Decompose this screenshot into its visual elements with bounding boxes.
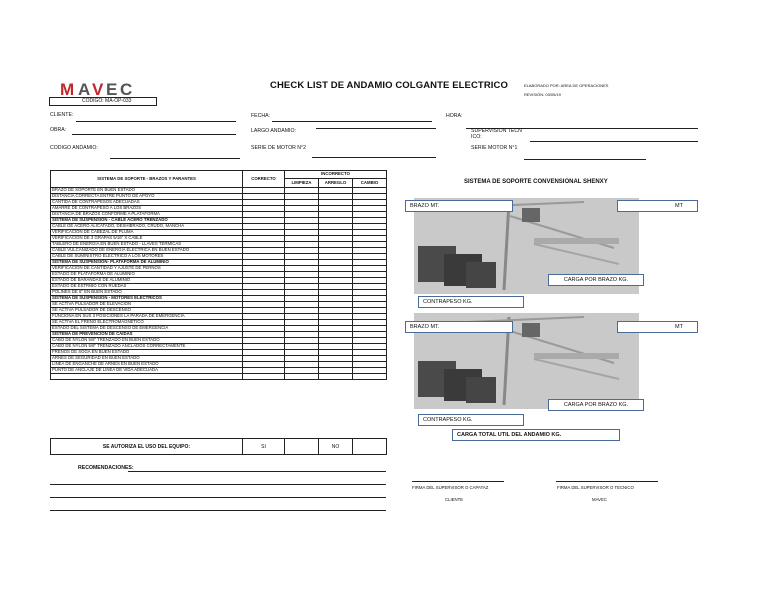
cliente-field[interactable] xyxy=(76,121,236,122)
obra-field[interactable] xyxy=(72,134,236,135)
checklist-item: CABLE DE ACERO ALICATADO, DESHIBRADO, CRUDO, MANCHA xyxy=(51,224,243,230)
col-cambio-header: CAMBIO xyxy=(353,179,387,188)
signature-mavec-sub: MAVEC xyxy=(592,497,607,502)
checklist-item: ESTADO DE BARANDAS DE ALUMINIO xyxy=(51,278,243,284)
section-header: SISTEMA DE SUSPENSION - MOTORES ELECTRICOS xyxy=(51,296,243,302)
signature-line-mavec[interactable] xyxy=(556,481,658,482)
signature-client-sub: CLIENTE xyxy=(445,497,464,502)
authorization-question: SE AUTORIZA EL USO DEL EQUIPO: xyxy=(51,439,243,455)
checklist-item: PUNTO DE ANCLAJE DE LINEA DE VIDA ADECUADA xyxy=(51,368,243,374)
recommendations-line-2[interactable] xyxy=(50,484,386,485)
checklist-item: VERIFICACION DE 3 GRAPAS 5/16" X CABLE xyxy=(51,236,243,242)
codigo-label: CODIGO ANDAMIO: xyxy=(50,145,98,151)
serie1-label: SERIE MOTOR N°1 xyxy=(471,145,518,151)
checklist-table xyxy=(50,170,387,380)
section-header: SISTEMA DE PREVENCION DE CAIDAS xyxy=(51,332,243,338)
carga-por-brazo-field-1[interactable]: CARGA POR BRAZO KG. xyxy=(548,274,644,286)
checklist-item: CABLE DE SUMINISTRO ELECTRICO A LOS MOTORES xyxy=(51,254,243,260)
serie1-field[interactable] xyxy=(524,159,646,160)
checklist-item: TABLERO DE ENERGIA EN BUEN ESTADO - LLAVES TERMICAS xyxy=(51,242,243,248)
checklist-item: ESTADO DE PLATAFORMA DE ALUMINIO xyxy=(51,272,243,278)
brazo-mt-field-2[interactable]: BRAZO MT. xyxy=(405,321,513,333)
fecha-label: FECHA: xyxy=(251,113,271,119)
checklist-item: CABLE VULCANIZADO DE ENERGIA ELECTRICA EN BUEN ESTADO xyxy=(51,248,243,254)
svg-text:V: V xyxy=(92,80,105,98)
recommendations-label: RECOMENDACIONES: xyxy=(78,465,134,471)
contrapeso-field-2[interactable]: CONTRAPESO KG. xyxy=(418,414,524,426)
largo-label: LARGO ANDAMIO: xyxy=(251,128,296,134)
supervisor-field[interactable] xyxy=(530,141,698,142)
checklist-item: FRENOS DE SOGA EN BUEN ESTADO xyxy=(51,350,243,356)
checklist-item: BRAZO DE SOPORTE EN BUEN ESTADO xyxy=(51,188,243,194)
authorization-yes[interactable]: SI xyxy=(243,439,285,455)
checklist-item: POLINES DE 6" EN BUEN ESTADO xyxy=(51,290,243,296)
checklist-item: CABO DE NYLON 5/8" TRENZADO EN BUEN ESTADO xyxy=(51,338,243,344)
checklist-item: CABO DE NYLON 5/8" TRENZADO ANCLADOS CORRECTAMENTE xyxy=(51,344,243,350)
checklist-item: CANTIDA DE CONTRAPESOS ADECUADAS xyxy=(51,200,243,206)
checklist-item: VERIFICACION DE CABEZAL DE PLUMA xyxy=(51,230,243,236)
support-system-title: SISTEMA DE SOPORTE CONVENSIONAL SHENXY xyxy=(464,179,608,185)
carga-por-brazo-field-2[interactable]: CARGA POR BRAZO KG. xyxy=(548,399,644,411)
checklist-item: SE ACTIVA EL FRENO ELECTROMAGNETICO xyxy=(51,320,243,326)
col-system-header: SISTEMA DE SOPORTE - BRAZOS Y PARANTES xyxy=(51,171,243,188)
checklist-item: SE ACTIVA PULSADOR DE DESCENSO xyxy=(51,308,243,314)
col-correcto-header: CORRECTO xyxy=(243,171,285,188)
authorization-table xyxy=(50,438,387,455)
supervisor-label: SUPERVISION TECN ICO: xyxy=(471,128,522,140)
mt-field-2[interactable]: MT xyxy=(617,321,698,333)
check-cell-limpieza[interactable] xyxy=(285,374,319,380)
elaborated-by: ELABORADO POR: AREA DE OPERACIONES xyxy=(524,83,609,88)
section-header: SISTEMA DE SUSPENSION - CABLE ACERO TRENZADO xyxy=(51,218,243,224)
checklist-item: VERIFICACION DE CANTIDAD Y AJUSTE DE PERNOS xyxy=(51,266,243,272)
col-limpieza-header: LIMPIEZA xyxy=(285,179,319,188)
col-arreglo-header: ARREGLO xyxy=(319,179,353,188)
authorization-no[interactable]: NO xyxy=(319,439,353,455)
carga-total-field[interactable]: CARGA TOTAL UTIL DEL ANDAMIO KG. xyxy=(452,429,620,441)
checklist-item: FUNCIONA EN SUS 3 POSICIONES LA PARADA DE EMERGENCIA xyxy=(51,314,243,320)
check-cell-correcto[interactable] xyxy=(243,374,285,380)
checklist-item: DISTANCIA DE BRAZOS CONFORME A PLATAFORMA xyxy=(51,212,243,218)
section-header: SISTEMA DE SUSPENSION- PLATAFORMA DE ALUMINIO xyxy=(51,260,243,266)
checklist-item: ESTADO DE ESTRIBO CON RUEDAS xyxy=(51,284,243,290)
checklist-item xyxy=(51,374,243,380)
svg-text:C: C xyxy=(120,80,134,98)
signature-line-client[interactable] xyxy=(412,481,504,482)
svg-text:E: E xyxy=(106,80,119,98)
col-incorrecto-header: INCORRECTO xyxy=(285,171,387,179)
checklist-item: SE ACTIVA PULSADOR DE ELEVACION xyxy=(51,302,243,308)
svg-text:A: A xyxy=(78,80,92,98)
largo-field[interactable] xyxy=(316,128,436,129)
checklist-item: DISTANCIA CORRECTA ENTRE PUNTO DE APOYO xyxy=(51,194,243,200)
revision-date: REVISIÓN: 03/05/19 xyxy=(524,92,561,97)
serie2-field[interactable] xyxy=(312,157,436,158)
codigo-field[interactable] xyxy=(110,158,240,159)
obra-label: OBRA: xyxy=(50,127,67,133)
authorization-no-box[interactable] xyxy=(353,439,387,455)
checklist-item: ESTADO DEL SISTEMA DE DESCENSO DE EMERGENCIA xyxy=(51,326,243,332)
document-title: CHECK LIST DE ANDAMIO COLGANTE ELECTRICO xyxy=(270,80,508,91)
check-cell-arreglo[interactable] xyxy=(319,374,353,380)
recommendations-line-3[interactable] xyxy=(50,497,386,498)
authorization-yes-box[interactable] xyxy=(285,439,319,455)
check-cell-cambio[interactable] xyxy=(353,374,387,380)
checklist-item: LINEA DE ENGANCHE DE ARNES EN BUEN ESTADO xyxy=(51,362,243,368)
cliente-label: CLIENTE: xyxy=(50,112,74,118)
fecha-field[interactable] xyxy=(272,121,432,122)
checklist-item: ARNES DE SEGURIDAD EN BUEN ESTADO xyxy=(51,356,243,362)
svg-text:M: M xyxy=(60,80,76,98)
table-row xyxy=(51,374,387,380)
brazo-mt-field-1[interactable]: BRAZO MT. xyxy=(405,200,513,212)
recommendations-line-4[interactable] xyxy=(50,510,386,511)
checklist-item: AMARRE DE CONTRAPESO A LOS BRAZOS xyxy=(51,206,243,212)
signature-client-title: FIRMA DEL SUPERVISOR O CAPATAZ xyxy=(412,485,489,490)
recommendations-line-1[interactable] xyxy=(128,471,386,472)
contrapeso-field-1[interactable]: CONTRAPESO KG. xyxy=(418,296,524,308)
hora-label: HORA: xyxy=(446,113,463,119)
mt-field-1[interactable]: MT xyxy=(617,200,698,212)
serie2-label: SERIE DE MOTOR N°2 xyxy=(251,145,307,151)
document-code: CODIGO: MA-OP-033 xyxy=(49,97,157,106)
signature-mavec-title: FIRMA DEL SUPERVISOR O TECNICO xyxy=(557,485,634,490)
mavec-logo xyxy=(58,80,156,98)
